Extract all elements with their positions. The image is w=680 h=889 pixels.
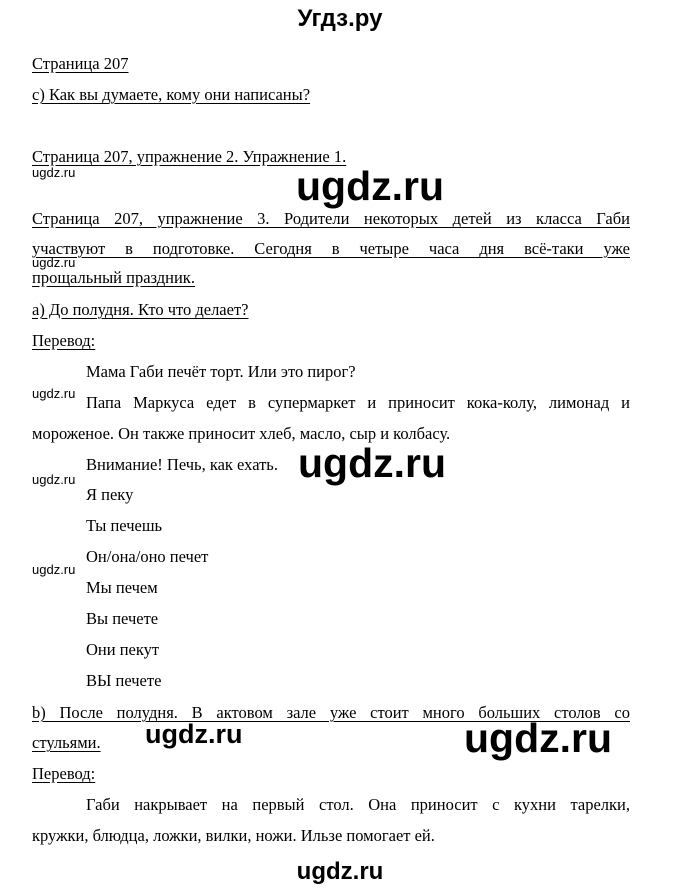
part-a-heading: а) До полудня. Кто что делает?: [32, 300, 249, 319]
watermark-small: ugdz.ru: [32, 562, 76, 577]
sentence-2-line-1: Папа Маркуса едет в супермаркет и приносит кока-колу, лимонад и: [86, 393, 630, 412]
conjugation-item: Мы печем: [86, 578, 158, 597]
conjugation-item: Вы печете: [86, 609, 159, 628]
sentence-2-line-2: мороженое. Он также приносит хлеб, масло, сыр и колбасу.: [32, 424, 451, 443]
watermark-small: ugdz.ru: [32, 386, 76, 401]
sentence-1: Мама Габи печёт торт. Или это пирог?: [86, 362, 356, 381]
conjugation-item: Они пекут: [86, 640, 160, 659]
exercise-3-line-1: Страница 207, упражнение 3. Родители некоторых детей из класса Габи: [32, 209, 630, 228]
watermark-small: ugdz.ru: [32, 165, 76, 180]
conjugation-item: Ты печешь: [86, 516, 163, 535]
watermark-large: ugdz.ru: [296, 163, 445, 209]
translation-label: Перевод:: [32, 331, 96, 350]
part-b-line-2: стульями.: [32, 733, 101, 752]
exercise-3-line-3: прощальный праздник.: [32, 268, 195, 287]
conjugation-item: Он/она/оно печет: [86, 547, 209, 566]
exercise-2-heading: Страница 207, упражнение 2. Упражнение 1.: [32, 147, 347, 166]
watermark-large: ugdz.ru: [298, 440, 447, 486]
site-title: Угдз.ру: [297, 5, 383, 32]
translation-label: Перевод:: [32, 764, 96, 783]
watermark-small: ugdz.ru: [32, 472, 76, 487]
attention-note: Внимание! Печь, как ехать.: [86, 455, 278, 474]
conjugation-item: Я пеку: [86, 485, 134, 504]
page-reference: Страница 207: [32, 54, 129, 73]
part-b-line-1: b) После полудня. В актовом зале уже стоит много больших столов со: [32, 703, 630, 722]
watermark-footer: ugdz.ru: [296, 858, 384, 885]
conjugation-item: ВЫ печете: [86, 671, 162, 690]
watermark-small: ugdz.ru: [32, 255, 76, 270]
exercise-3-line-2: участвуют в подготовке. Сегодня в четыре часа дня всё-таки уже: [32, 239, 630, 258]
watermark-large: ugdz.ru: [464, 715, 613, 761]
sentence-3-line-1: Габи накрывает на первый стол. Она приносит с кухни тарелки,: [86, 795, 630, 814]
sentence-3-line-2: кружки, блюдца, ложки, вилки, ножи. Ильзе помогает ей.: [32, 826, 435, 845]
watermark-medium: ugdz.ru: [145, 719, 243, 749]
question-c: с) Как вы думаете, кому они написаны?: [32, 85, 311, 104]
